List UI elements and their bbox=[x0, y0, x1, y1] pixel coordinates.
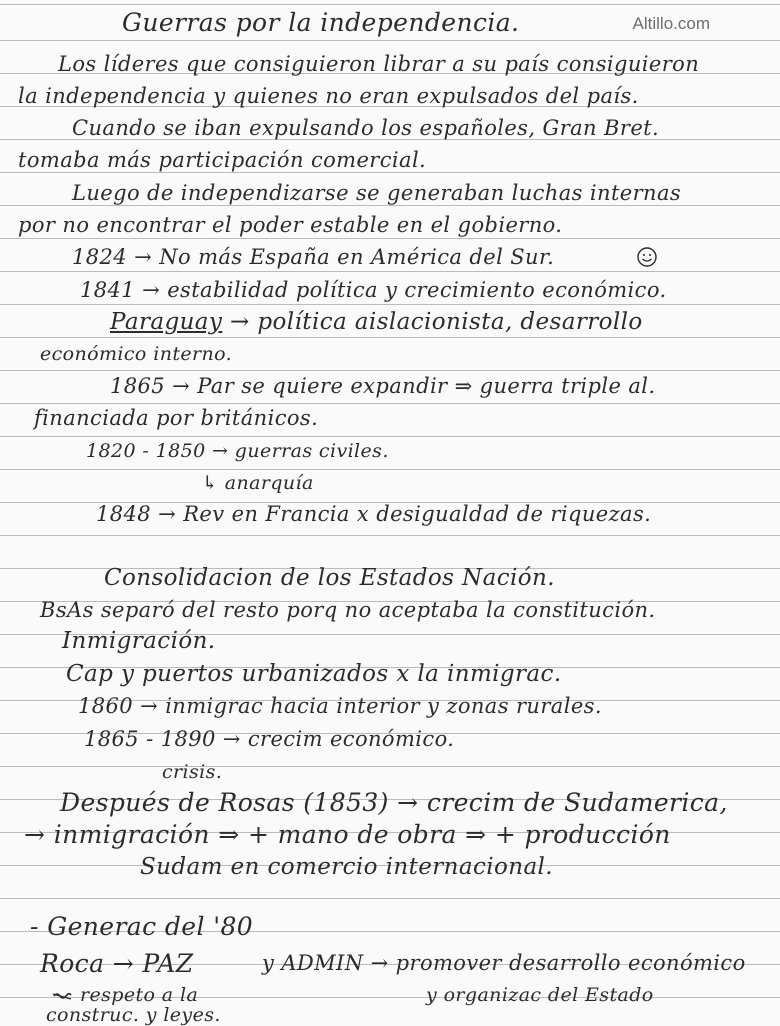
crisis-note: crisis. bbox=[162, 761, 223, 783]
construc-line: construc. y leyes. bbox=[46, 1004, 221, 1026]
respeto-line: respeto a la bbox=[80, 984, 199, 1006]
roca-line: Roca → PAZ bbox=[40, 949, 194, 978]
paragraph-line: Luego de independizarse se generaban luchas internas bbox=[72, 181, 682, 205]
date-1841: 1841 → estabilidad política y crecimiento económico. bbox=[80, 278, 667, 302]
organizac-line: y organizac del Estado bbox=[426, 984, 654, 1006]
crossed-out-scribble bbox=[52, 990, 72, 1002]
paragraph-line: Los líderes que consiguieron librar a su país consiguieron bbox=[58, 52, 700, 76]
cap-line: Cap y puertos urbanizados x la inmigrac. bbox=[66, 661, 562, 687]
smiley-icon bbox=[636, 246, 658, 268]
section-title: Consolidacion de los Estados Nación. bbox=[104, 565, 555, 591]
inmigracion-heading: Inmigración. bbox=[62, 628, 216, 654]
sudam-line: Sudam en comercio internacional. bbox=[140, 854, 554, 880]
inmig2-line: → inmigración ⇒ + mano de obra ⇒ + producción bbox=[24, 820, 671, 849]
paraguay-name: Paraguay bbox=[110, 309, 223, 335]
paragraph-line: por no encontrar el poder estable en el gobierno. bbox=[18, 213, 563, 237]
paraguay-heading bbox=[110, 309, 643, 335]
paragraph-line: Cuando se iban expulsando los españoles, Gran Bret. bbox=[72, 116, 660, 140]
paragraph-line: la independencia y quienes no eran expulsados del país. bbox=[18, 84, 639, 108]
page-title: Guerras por la independencia. bbox=[122, 8, 520, 37]
civiles-line2: ↳ anarquía bbox=[202, 472, 314, 494]
watermark: Altillo.com bbox=[632, 14, 710, 33]
paraguay-line2: económico interno. bbox=[40, 343, 233, 365]
paraguay-rest: → política aislacionista, desarrollo bbox=[230, 309, 643, 335]
generacion-heading: - Generac del '80 bbox=[30, 912, 254, 941]
inmig-1865: 1865 - 1890 → crecim económico. bbox=[84, 727, 455, 751]
guerra-line2: financiada por británicos. bbox=[34, 406, 319, 430]
civiles-line1: 1820 - 1850 → guerras civiles. bbox=[86, 440, 389, 462]
francia-line: 1848 → Rev en Francia x desigualdad de riquezas. bbox=[96, 502, 652, 526]
guerra-line1: 1865 → Par se quiere expandir ⇒ guerra triple al. bbox=[110, 374, 656, 398]
inmig-1860: 1860 → inmigrac hacia interior y zonas rurales. bbox=[78, 694, 602, 718]
bsas-line: BsAs separó del resto porq no aceptaba la constitución. bbox=[40, 598, 656, 622]
admin-line: y ADMIN → promover desarrollo económico bbox=[262, 951, 746, 975]
paragraph-line: tomaba más participación comercial. bbox=[18, 148, 427, 172]
rosas-line: Después de Rosas (1853) → crecim de Sudamerica, bbox=[60, 788, 728, 817]
date-1824: 1824 → No más España en América del Sur. bbox=[72, 245, 555, 269]
